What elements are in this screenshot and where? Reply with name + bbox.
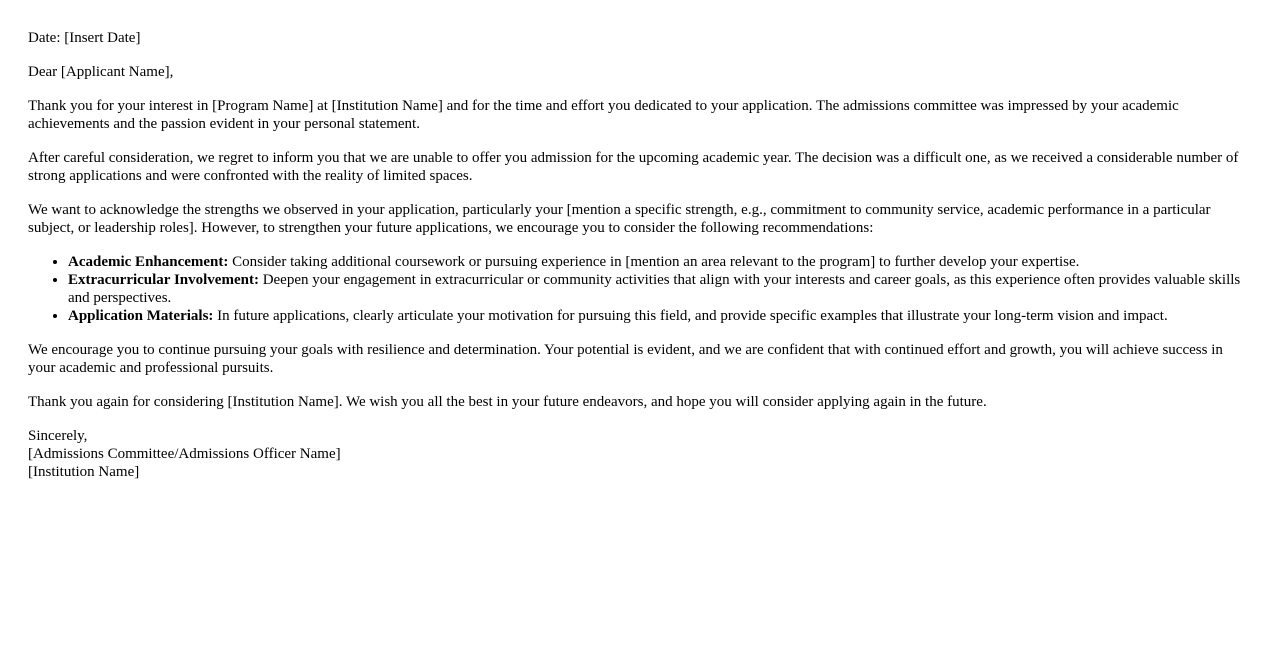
signer-institution: [Institution Name]	[28, 464, 140, 480]
date-line: Date: [Insert Date]	[28, 30, 141, 46]
recommendation-text: In future applications, clearly articulate your motivation for pursuing this field, and provide specific examples that illustrate your long-term vision and impact.	[213, 308, 1168, 324]
list-item	[68, 307, 1254, 325]
body-paragraph-thanks: Thank you for your interest in [Program Name] at [Institution Name] and for the time and effort you dedicated to your application. The admissions committee was impressed by your academic achievements and the passion evident in your personal statement.	[28, 98, 1179, 132]
list-item	[68, 253, 1254, 271]
signature-block	[28, 427, 1254, 481]
recommendation-title: Application Materials:	[68, 308, 214, 324]
signer-name: [Admissions Committee/Admissions Officer Name]	[28, 446, 341, 462]
recommendations-list	[28, 253, 1254, 325]
body-paragraph-encouragement: We encourage you to continue pursuing your goals with resilience and determination. Your potential is evident, and we are confident that with continued effort and growth, you will achieve success in your academic and professional pursuits.	[28, 342, 1223, 376]
list-item	[68, 271, 1254, 307]
body-paragraph-decision: After careful consideration, we regret to inform you that we are unable to offer you admission for the upcoming academic year. The decision was a difficult one, as we received a considerable number of strong applications and were confronted with the reality of limited spaces.	[28, 150, 1239, 184]
body-paragraph-farewell: Thank you again for considering [Institution Name]. We wish you all the best in your future endeavors, and hope you will consider applying again in the future.	[28, 394, 987, 410]
recommendation-title: Academic Enhancement:	[68, 254, 229, 270]
recommendation-text: Deepen your engagement in extracurricular or community activities that align with your interests and career goals, as this experience often provides valuable skills and perspectives.	[68, 272, 1241, 306]
body-paragraph-strengths: We want to acknowledge the strengths we observed in your application, particularly your [mention a specific strength, e.g., commitment to community service, academic performance in a particular subject, or leadership roles]. However, to strengthen your future applications, we encourage you to consider the following recommendations:	[28, 202, 1211, 236]
signoff: Sincerely,	[28, 428, 88, 444]
salutation: Dear [Applicant Name],	[28, 64, 174, 80]
rejection-letter	[28, 29, 1254, 481]
recommendation-title: Extracurricular Involvement:	[68, 272, 259, 288]
recommendation-text: Consider taking additional coursework or pursuing experience in [mention an area relevant to the program] to further develop your expertise.	[228, 254, 1080, 270]
